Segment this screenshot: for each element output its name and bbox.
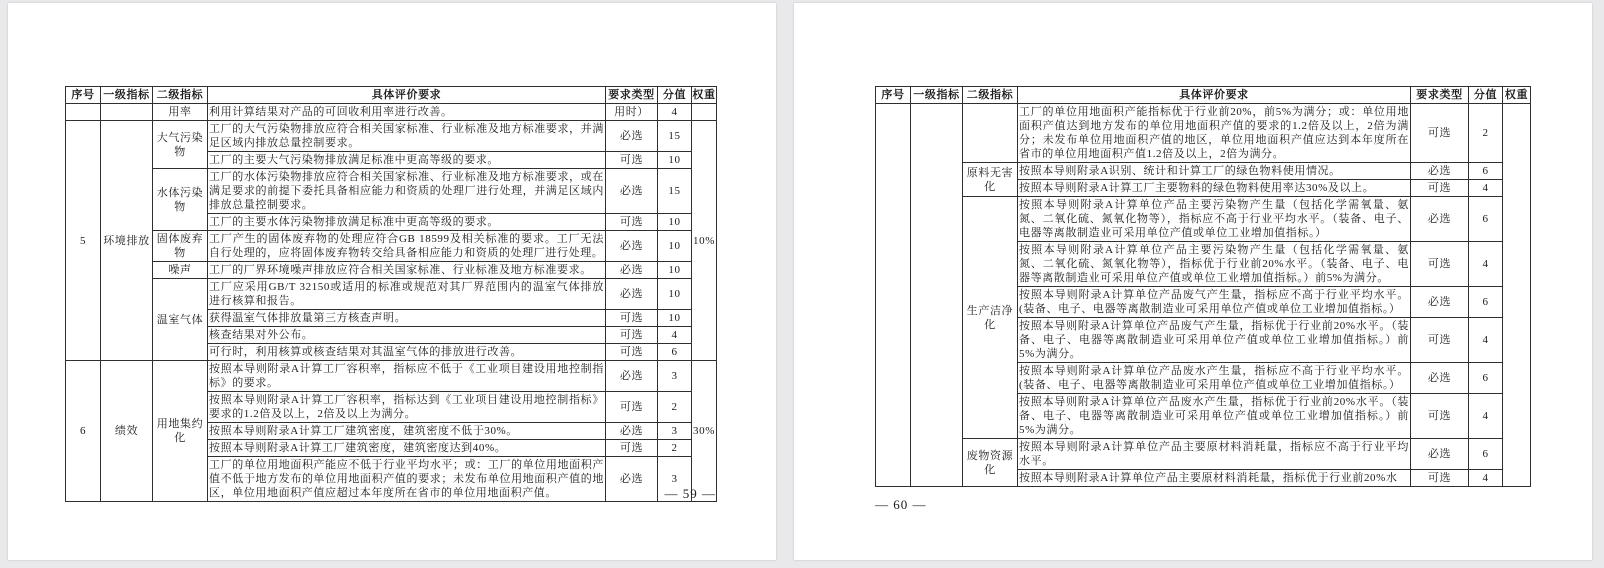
cell-score: 3 [658,361,692,392]
cell-requirement-type: 必选 [1411,197,1469,242]
document-page-60 [794,3,1592,560]
cell-requirement: 按照本导则附录A计算单位产品主要原材料消耗量，指标应不高于行业平均水平。 [1018,439,1411,470]
cell-indicator-level1 [101,104,153,121]
cell-requirement-type: 可选 [606,392,658,423]
cell-weight [1503,104,1531,487]
cell-indicator-level2: 原料无害化 [963,163,1018,197]
cell-requirement-type: 必选 [1411,163,1469,180]
cell-requirement-type: 必选 [1411,287,1469,318]
cell-requirement: 核查结果对外公布。 [208,327,606,344]
cell-score: 10 [658,310,692,327]
table-row [66,231,717,262]
cell-score: 4 [1469,470,1503,487]
cell-requirement: 按照本导则附录A计算单位产品废气产生量，指标优于行业前20%水平。（装备、电子、电器等离散制造业可采用单位产值或单位工业增加值指标。）前5%为满分。 [1018,318,1411,363]
cell-indicator-level2: 用率 [153,104,208,121]
cell-requirement: 获得温室气体排放量第三方核查声明。 [208,310,606,327]
table-row [66,121,717,152]
column-header: 分值 [1469,87,1503,104]
table-row [876,163,1531,180]
cell-requirement: 按照本导则附录A计算单位产品废气产生量，指标应不高于行业平均水平。(装备、电子、电器等离散制造业可采用单位产值或单位工业增加值指标。） [1018,287,1411,318]
cell-requirement-type: 必选 [606,169,658,214]
cell-requirement: 工厂的单位用地面积产能指标优于行业前20%，前5%为满分；或：单位用地面积产值达到地方发布的单位用地面积产值的要求的1.2倍及以上，2倍为满分；未发布单位用地面积产值的地区，单位用地面积产值应达到本年度所在省市的单位用地面积产值1.2倍及以上，2倍为满分。 [1018,104,1411,163]
cell-requirement: 工厂的水体污染物排放应符合相关国家标准、行业标准及地方标准要求，或在满足要求的前提下委托具备相应能力和资质的处理厂进行处理，并满足区域内排放总量控制要求。 [208,169,606,214]
cell-score: 4 [1469,242,1503,287]
cell-serial [876,104,911,487]
cell-score: 10 [658,231,692,262]
column-header: 分值 [658,87,692,104]
cell-requirement-type: 必选 [606,457,658,502]
cell-score: 10 [658,152,692,169]
table-row [66,169,717,214]
cell-score: 6 [1469,439,1503,470]
cell-indicator-level1: 绩效 [101,361,153,502]
cell-score: 15 [658,169,692,214]
cell-indicator-level1: 环境排放 [101,121,153,361]
cell-serial: 5 [66,121,101,361]
cell-requirement-type: 可选 [606,344,658,361]
cell-indicator-level2: 水体污染物 [153,169,208,231]
cell-score: 2 [658,392,692,423]
cell-requirement: 工厂应采用GB/T 32150或适用的标准或规范对其厂界范围内的温室气体排放进行核算和报告。 [208,279,606,310]
column-header: 具体评价要求 [1018,87,1411,104]
cell-indicator-level2: 废物资源化 [963,439,1018,487]
table-row [66,104,717,121]
cell-requirement-type: 可选 [606,310,658,327]
cell-score: 6 [1469,197,1503,242]
cell-requirement: 按照本导则附录A计算单位产品废水产生量，指标应不高于行业平均水平。(装备、电子、电器等离散制造业可采用单位产值或单位工业增加值指标。） [1018,363,1411,394]
cell-requirement-type: 可选 [606,327,658,344]
table-row [66,262,717,279]
cell-requirement-type: 可选 [1411,394,1469,439]
cell-requirement: 按照本导则附录A计算工厂容积率，指标达到《工业项目建设用地控制指标》要求的1.2倍及以上，2倍及以上为满分。 [208,392,606,423]
cell-score: 10 [658,262,692,279]
cell-serial [66,104,101,121]
cell-requirement-type: 可选 [1411,470,1469,487]
cell-score: 10 [658,279,692,310]
cell-requirement-type: 必选 [606,231,658,262]
column-header: 二级指标 [153,87,208,104]
cell-requirement: 按照本导则附录A识别、统计和计算工厂的绿色物料使用情况。 [1018,163,1411,180]
table-row [66,361,717,392]
cell-score: 4 [1469,180,1503,197]
cell-indicator-level1 [911,104,963,487]
cell-requirement: 按照本导则附录A计算工厂建筑密度，建筑密度达到40%。 [208,440,606,457]
cell-requirement-type: 可选 [1411,242,1469,287]
cell-indicator-level2 [963,104,1018,163]
cell-indicator-level2: 大气污染物 [153,121,208,169]
cell-score: 6 [658,344,692,361]
document-page-59 [8,3,776,560]
cell-requirement-type: 必选 [606,279,658,310]
cell-requirement: 工厂产生的固体废弃物的处理应符合GB 18599及相关标准的要求。工厂无法自行处理的，应将固体废弃物转交给具备相应能力和资质的处理厂进行处理。 [208,231,606,262]
column-header: 权重 [1503,87,1531,104]
column-header: 序号 [66,87,101,104]
cell-score: 2 [1469,104,1503,163]
cell-requirement: 按照本导则附录A计算单位产品主要污染物产生量（包括化学需氧量、氨氮、二氧化硫、氮氧化物等），指标优于行业前20%水平。（装备、电子、电器等离散制造业可采用单位产值或单位工业增加值指标。）前5%为满分。 [1018,242,1411,287]
cell-weight: 30% [692,361,717,502]
cell-requirement-type: 用时） [606,104,658,121]
column-header: 一级指标 [911,87,963,104]
cell-score: 3 [658,423,692,440]
cell-score: 4 [658,104,692,121]
cell-score: 15 [658,121,692,152]
table-row [876,439,1531,470]
cell-requirement: 按照本导则附录A计算单位产品主要原材料消耗量，指标优于行业前20%水 [1018,470,1411,487]
cell-indicator-level2: 用地集约化 [153,361,208,502]
column-header: 权重 [692,87,717,104]
cell-indicator-level2: 噪声 [153,262,208,279]
cell-serial: 6 [66,361,101,502]
cell-score: 6 [1469,363,1503,394]
column-header: 一级指标 [101,87,153,104]
column-header: 具体评价要求 [208,87,606,104]
cell-requirement: 可行时，利用核算或核查结果对其温室气体的排放进行改善。 [208,344,606,361]
cell-requirement-type: 可选 [1411,180,1469,197]
cell-weight: 10% [692,121,717,361]
cell-requirement: 工厂的单位用地面积产能应不低于行业平均水平；或：工厂的单位用地面积产值不低于地方发布的单位用地面积产值的要求；未发布单位用地面积产值的地区，单位用地面积产值应超过本年度所在省市的单位用地面积产值。 [208,457,606,502]
column-header: 序号 [876,87,911,104]
cell-score: 6 [1469,163,1503,180]
cell-indicator-level2: 固体废弃物 [153,231,208,262]
cell-requirement: 工厂的主要大气污染物排放满足标准中更高等级的要求。 [208,152,606,169]
cell-requirement-type: 可选 [1411,318,1469,363]
cell-score: 4 [1469,318,1503,363]
cell-requirement-type: 必选 [606,423,658,440]
cell-score: 4 [658,327,692,344]
cell-requirement: 按照本导则附录A计算工厂主要物料的绿色物料使用率达30%及以上。 [1018,180,1411,197]
cell-requirement-type: 必选 [1411,363,1469,394]
column-header: 要求类型 [1411,87,1469,104]
cell-requirement-type: 必选 [606,361,658,392]
cell-score: 4 [1469,394,1503,439]
page-number-60: — 60 — [875,497,927,512]
cell-weight [692,104,717,121]
table-header-row [66,87,717,104]
cell-score: 2 [658,440,692,457]
cell-indicator-level2: 温室气体 [153,279,208,361]
column-header: 要求类型 [606,87,658,104]
evaluation-criteria-table-page-60 [875,86,1531,487]
cell-score: 3 [658,457,692,502]
cell-requirement: 工厂的大气污染物排放应符合相关国家标准、行业标准及地方标准要求，并满足区域内排放总量控制要求。 [208,121,606,152]
cell-requirement: 按照本导则附录A计算工厂容积率，指标应不低于《工业项目建设用地控制指标》的要求。 [208,361,606,392]
cell-score: 10 [658,214,692,231]
cell-requirement: 工厂的厂界环境噪声排放应符合相关国家标准、行业标准及地方标准要求。 [208,262,606,279]
cell-requirement: 按照本导则附录A计算单位产品废水产生量，指标优于行业前20%水平。（装备、电子、电器等离散制造业可采用单位产值或单位工业增加值指标。）前5%为满分。 [1018,394,1411,439]
evaluation-criteria-table-page-59 [65,86,717,502]
cell-requirement: 按照本导则附录A计算单位产品主要污染物产生量（包括化学需氧量、氨氮、二氧化硫、氮氧化物等），指标应不高于行业平均水平。（装备、电子、电器等离散制造业可采用单位产值或单位工业增加值指标。） [1018,197,1411,242]
table-row [876,104,1531,163]
cell-requirement-type: 必选 [606,121,658,152]
cell-requirement-type: 可选 [606,440,658,457]
cell-requirement-type: 可选 [1411,104,1469,163]
column-header: 二级指标 [963,87,1018,104]
table-row [66,279,717,310]
cell-requirement-type: 可选 [606,214,658,231]
cell-requirement-type: 必选 [606,262,658,279]
table-header-row [876,87,1531,104]
cell-requirement: 按照本导则附录A计算工厂建筑密度，建筑密度不低于30%。 [208,423,606,440]
cell-requirement-type: 可选 [606,152,658,169]
cell-indicator-level2: 生产洁净化 [963,197,1018,439]
table-row [876,197,1531,242]
cell-score: 6 [1469,287,1503,318]
cell-requirement: 工厂的主要水体污染物排放满足标准中更高等级的要求。 [208,214,606,231]
page-number-59: — 59 — [664,486,716,501]
cell-requirement: 利用计算结果对产品的可回收利用率进行改善。 [208,104,606,121]
cell-requirement-type: 必选 [1411,439,1469,470]
